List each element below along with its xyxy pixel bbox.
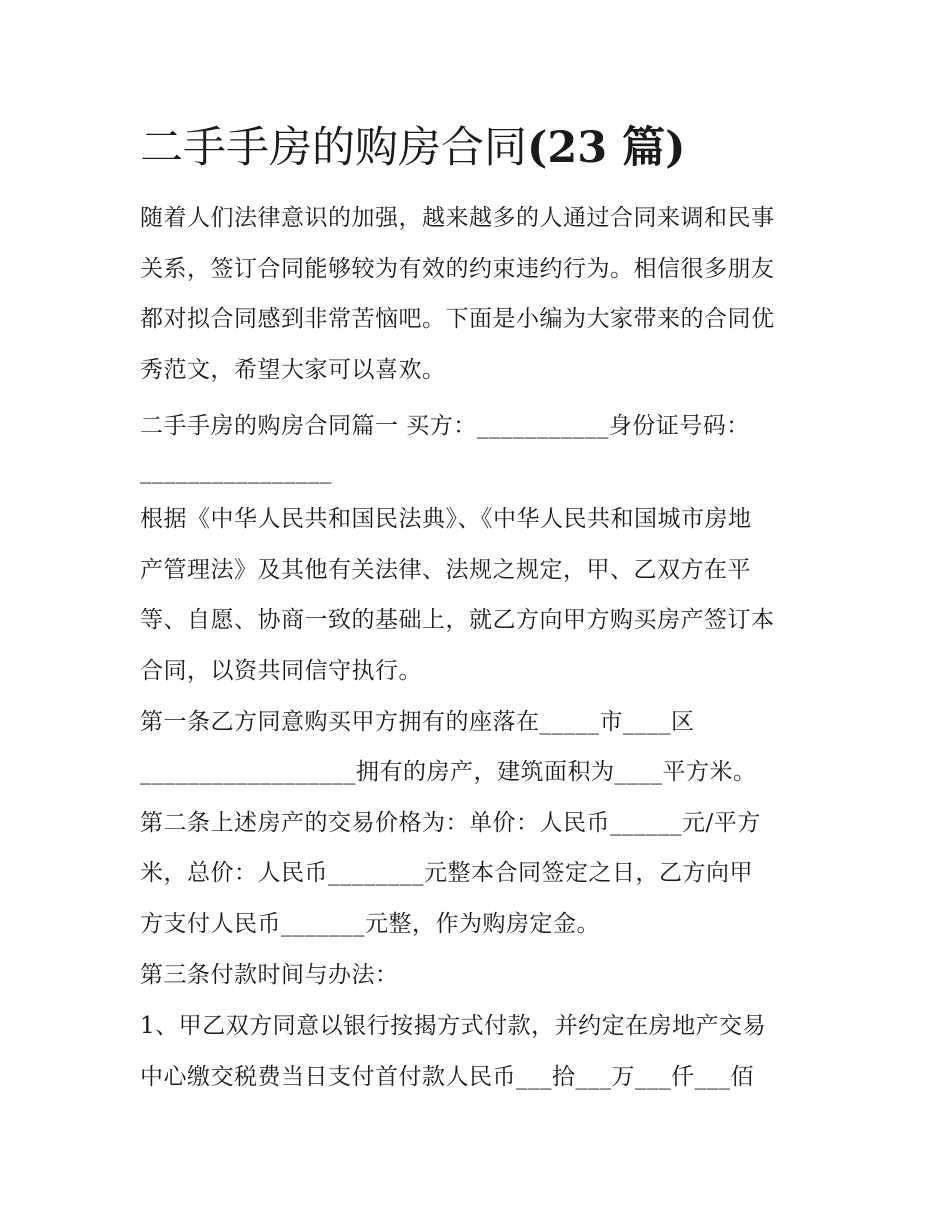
paragraph-line: 产管理法》及其他有关法律、法规之规定，甲、乙双方在平 [140,557,751,583]
title-main: 二手手房的购房合同 [140,123,527,173]
clause-line: 第二条上述房产的交易价格为：单价：人民币______元/平方 [140,810,761,836]
clause-line: 第三条付款时间与办法： [140,962,399,988]
clause-line: __________________拥有的房产，建筑面积为____平方米。 [140,759,757,785]
paragraph-line: 秀范文，希望大家可以喜欢。 [140,357,446,383]
document-title [140,118,686,178]
clause-line: 中心缴交税费当日支付首付款人民币___拾___万___仟___佰 [140,1064,754,1090]
paragraph-line: 随着人们法律意识的加强，越来越多的人通过合同来调和民事 [140,205,775,231]
paragraph-line: 关系，签订合同能够较为有效的约束违约行为。相信很多朋友 [140,256,775,282]
clause-line: 方支付人民币_______元整，作为购房定金。 [140,911,600,937]
paragraph-line: 根据《中华人民共和国民法典》、《中华人民共和国城市房地 [140,506,752,532]
blank-line: ________________ [140,458,332,484]
paragraph-line: 都对拟合同感到非常苦恼吧。下面是小编为大家带来的合同优 [140,306,775,332]
clause-line: 1、甲乙双方同意以银行按揭方式付款，并约定在房地产交易 [140,1013,767,1039]
title-count: (23 篇) [527,123,686,173]
clause-line: 米，总价：人民币________元整本合同签定之日，乙方向甲 [140,860,753,886]
paragraph-line: 等、自愿、协商一致的基础上，就乙方向甲方购买房产签订本 [140,607,775,633]
paragraph-line: 合同，以资共同信守执行。 [140,658,422,684]
clause-line: 第一条乙方同意购买甲方拥有的座落在_____市____区 [140,709,695,735]
paragraph-line: 二手手房的购房合同篇一 买方：___________身份证号码： [140,413,750,439]
